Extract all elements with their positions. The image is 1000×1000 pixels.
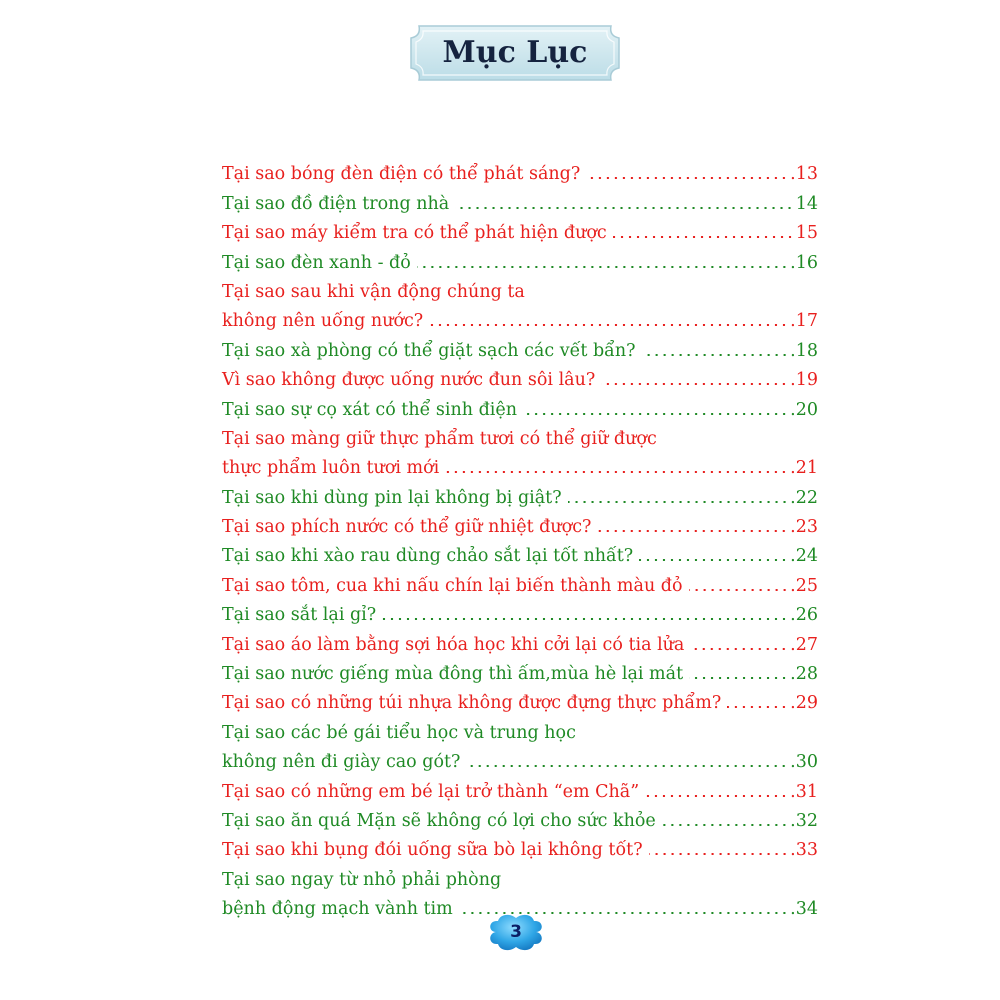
toc-entry-title: Tại sao có những túi nhựa không được đựng thực phẩm? (222, 693, 722, 714)
toc-page-number: 15 (795, 223, 818, 244)
toc-entry-title: Tại sao máy kiểm tra có thể phát hiện được (222, 223, 607, 244)
toc-entry-title: Tại sao ăn quá Mặn sẽ không có lợi cho sức khỏe (222, 810, 656, 831)
page-title: Mục Lục (442, 35, 588, 70)
toc-entry[interactable] (222, 743, 818, 772)
toc-page-number: .20 (790, 399, 818, 420)
dot-leader (586, 177, 788, 179)
toc-entry-title: Tại sao sắt lại gỉ? (222, 605, 377, 626)
page-number: 3 (510, 922, 522, 942)
toc-page-number: .18 (790, 340, 818, 361)
toc-entry-title: Tại sao sự cọ xát có thể sinh điện (222, 399, 518, 420)
toc-page-number: .23 (790, 517, 818, 538)
toc-entry-title: Vì sao không được uống nước đun sôi lâu? (222, 370, 596, 391)
toc-entry[interactable] (222, 566, 818, 595)
toc-entry-title: bệnh động mạch vành tim (222, 899, 453, 920)
toc-page-number: .29 (790, 693, 818, 714)
toc-page-number: .13 (790, 164, 818, 185)
toc-entry[interactable] (222, 390, 818, 419)
toc-entry-title: Tại sao đèn xanh - đỏ (222, 252, 411, 273)
toc-entry[interactable] (222, 802, 818, 831)
toc-entry-title: Tại sao có những em bé lại trở thành “em Chã” (222, 781, 640, 802)
toc-entry-title: Tại sao nước giếng mùa đông thì ấm,mùa hè lại mát (222, 664, 684, 685)
toc-entry[interactable] (222, 655, 818, 684)
toc-page-number: .21 (790, 458, 818, 479)
toc-entry[interactable] (222, 420, 818, 449)
dot-leader (568, 501, 789, 503)
toc-entry-title: Tại sao ngay từ nhỏ phải phòng (222, 869, 502, 890)
toc-entry[interactable] (222, 331, 818, 360)
toc-page-number: .24 (790, 546, 818, 567)
toc-entry-title: Tại sao màng giữ thực phẩm tươi có thể giữ được (222, 428, 657, 449)
toc-entry[interactable] (222, 273, 818, 302)
toc-page-number: .34 (790, 899, 818, 920)
toc-page-number: .28 (790, 664, 818, 685)
toc-entry[interactable] (222, 478, 818, 507)
page-number-badge (486, 911, 546, 953)
dot-leader (523, 413, 788, 415)
toc-entry-title: Tại sao áo làm bằng sợi hóa học khi cởi lại có tia lửa (222, 634, 685, 655)
dot-leader (445, 471, 788, 473)
toc-page-number: .33 (790, 840, 818, 861)
dot-leader (417, 266, 788, 268)
dot-leader (645, 795, 788, 797)
toc-entry[interactable] (222, 243, 818, 272)
toc-entry[interactable] (222, 537, 818, 566)
toc-entry-title: Tại sao bóng đèn điện có thể phát sáng? (222, 164, 581, 185)
toc-entry[interactable] (222, 155, 818, 184)
toc-entry[interactable] (222, 713, 818, 742)
toc-entry-title: Tại sao đồ điện trong nhà (222, 193, 450, 214)
toc-entry[interactable] (222, 508, 818, 537)
toc-page-number: .22 (790, 487, 818, 508)
toc-entry[interactable] (222, 449, 818, 478)
toc-entry[interactable] (222, 625, 818, 654)
toc-entry-title: Tại sao phích nước có thể giữ nhiệt được? (222, 517, 592, 538)
toc-page-number: .25 (790, 575, 818, 596)
toc-entry[interactable] (222, 214, 818, 243)
toc-page-number: 14 (795, 193, 818, 214)
dot-leader (429, 324, 788, 326)
toc-entry-title: không nên uống nước? (222, 311, 424, 332)
toc-entry[interactable] (222, 184, 818, 213)
toc-entry-title: Tại sao khi bụng đói uống sữa bò lại không tốt? (222, 840, 643, 861)
toc-entry[interactable] (222, 361, 818, 390)
dot-leader (613, 236, 794, 238)
dot-leader (601, 383, 788, 385)
dot-leader (727, 706, 788, 708)
toc-entry-title: Tại sao các bé gái tiểu học và trung học (222, 722, 576, 743)
toc-entry[interactable] (222, 860, 818, 889)
title-banner (405, 22, 625, 84)
toc-entry[interactable] (222, 684, 818, 713)
toc-page-number: .17 (790, 311, 818, 332)
dot-leader (690, 648, 788, 650)
dot-leader (455, 207, 794, 209)
toc-page-number: .31 (790, 781, 818, 802)
dot-leader (597, 530, 788, 532)
toc-page-number: .16 (790, 252, 818, 273)
toc-entry[interactable] (222, 831, 818, 860)
toc-page-number: .19 (790, 370, 818, 391)
toc-entry[interactable] (222, 772, 818, 801)
dot-leader (642, 354, 789, 356)
toc-entry-title: không nên đi giày cao gót? (222, 752, 461, 773)
table-of-contents (222, 155, 818, 919)
toc-entry-title: Tại sao sau khi vận động chúng ta (222, 281, 525, 302)
toc-entry[interactable] (222, 302, 818, 331)
toc-entry-title: Tại sao khi dùng pin lại không bị giật? (222, 487, 562, 508)
toc-entry-title: Tại sao tôm, cua khi nấu chín lại biến thành màu đỏ (222, 575, 683, 596)
dot-leader (382, 618, 788, 620)
toc-entry-title: Tại sao xà phòng có thể giặt sạch các vết bẩn? (222, 340, 636, 361)
dot-leader (466, 765, 788, 767)
toc-page-number: .32 (790, 810, 818, 831)
toc-entry-title: Tại sao khi xào rau dùng chảo sắt lại tốt nhất? (222, 546, 634, 567)
dot-leader (639, 559, 788, 561)
dot-leader (689, 589, 789, 591)
toc-entry[interactable] (222, 596, 818, 625)
toc-page-number: .27 (790, 634, 818, 655)
dot-leader (662, 824, 788, 826)
dot-leader (649, 853, 789, 855)
toc-page-number: .26 (790, 605, 818, 626)
toc-page-number: .30 (790, 752, 818, 773)
toc-entry-title: thực phẩm luôn tươi mới (222, 458, 440, 479)
dot-leader (689, 677, 788, 679)
